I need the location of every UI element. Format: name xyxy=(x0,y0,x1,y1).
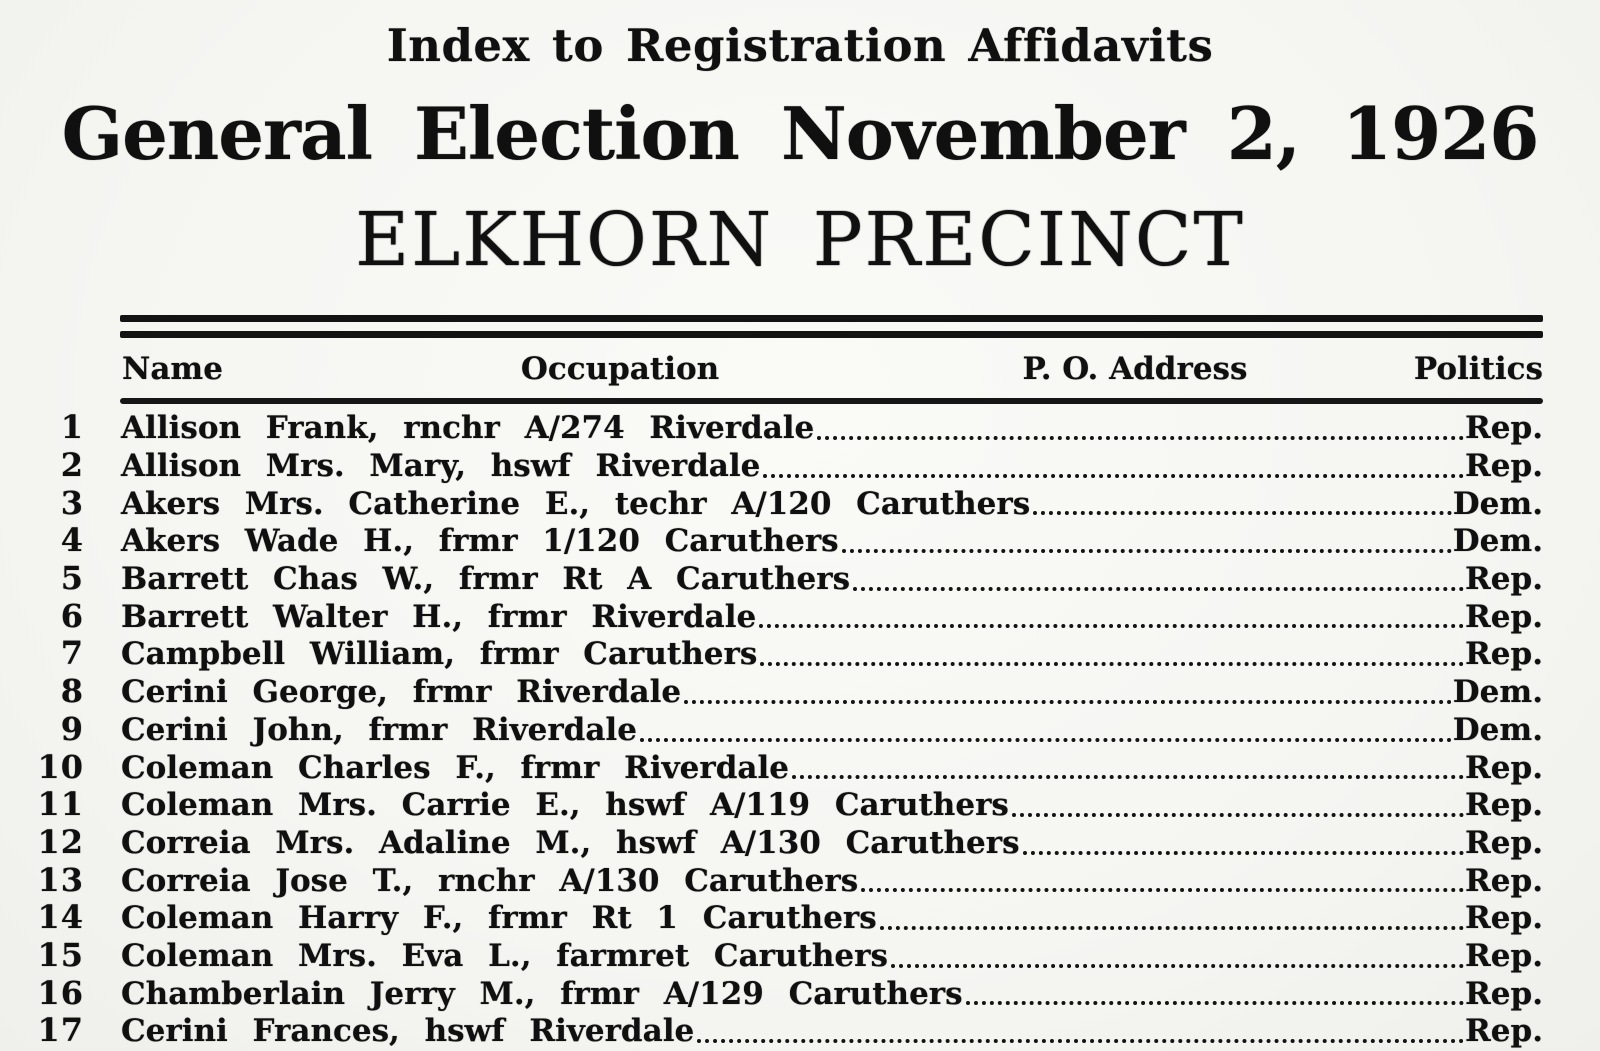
table-row xyxy=(0,635,1543,673)
row-number: 11 xyxy=(37,785,84,824)
table-row xyxy=(0,975,1543,1013)
column-header-address: P. O. Address xyxy=(1022,351,1248,388)
table-row xyxy=(0,749,1543,787)
document-subtitle: Index to Registration Affidavits xyxy=(386,19,1214,72)
dotted-leader xyxy=(759,624,1464,628)
dotted-leader xyxy=(640,738,1452,742)
row-entry: Campbell William, frmr Caruthers xyxy=(121,636,758,673)
dotted-leader xyxy=(1023,851,1464,855)
row-politics: Rep. xyxy=(1465,824,1543,861)
row-politics: Rep. xyxy=(1465,636,1543,673)
table-row xyxy=(0,447,1543,485)
dotted-leader xyxy=(853,587,1464,591)
row-politics: Dem. xyxy=(1452,674,1543,711)
row-politics: Rep. xyxy=(1465,749,1543,786)
table-row xyxy=(0,673,1543,711)
row-entry: Correia Jose T., rnchr A/130 Caruthers xyxy=(121,862,859,899)
dotted-leader xyxy=(792,775,1464,779)
row-number: 8 xyxy=(60,672,84,711)
table-row xyxy=(0,824,1543,862)
table-row xyxy=(0,711,1543,749)
row-entry: Coleman Harry F., frmr Rt 1 Caruthers xyxy=(121,900,877,937)
row-politics: Rep. xyxy=(1465,900,1543,937)
row-politics: Rep. xyxy=(1465,598,1543,635)
dotted-leader xyxy=(891,964,1464,968)
dotted-leader xyxy=(966,1001,1464,1005)
row-politics: Rep. xyxy=(1465,410,1543,447)
row-number: 5 xyxy=(60,559,84,598)
dotted-leader xyxy=(861,888,1464,892)
row-entry: Coleman Mrs. Carrie E., hswf A/119 Caruthers xyxy=(121,787,1009,824)
row-entry: Coleman Mrs. Eva L., farmret Caruthers xyxy=(121,937,888,974)
row-number: 3 xyxy=(60,483,84,522)
row-politics: Rep. xyxy=(1465,862,1543,899)
row-number: 16 xyxy=(37,973,84,1012)
dotted-leader xyxy=(817,436,1464,440)
row-politics: Dem. xyxy=(1452,711,1543,748)
table-row xyxy=(0,1012,1543,1050)
row-entry: Coleman Charles F., frmr Riverdale xyxy=(121,749,789,786)
rule-line-bottom xyxy=(120,331,1543,338)
table-row xyxy=(0,899,1543,937)
dotted-leader xyxy=(760,662,1464,666)
table-row xyxy=(0,409,1543,447)
row-number: 10 xyxy=(37,747,84,786)
table-row xyxy=(0,862,1543,900)
row-number: 7 xyxy=(60,634,84,673)
dotted-leader xyxy=(1033,511,1452,515)
row-politics: Rep. xyxy=(1465,937,1543,974)
table-row xyxy=(0,598,1543,636)
row-entry: Correia Mrs. Adaline M., hswf A/130 Caruthers xyxy=(121,824,1020,861)
row-politics: Dem. xyxy=(1452,523,1543,560)
row-politics: Dem. xyxy=(1452,485,1543,522)
row-number: 2 xyxy=(60,446,84,485)
dotted-leader xyxy=(763,474,1464,478)
row-number: 17 xyxy=(37,1011,84,1050)
row-politics: Rep. xyxy=(1465,561,1543,598)
row-entry: Cerini George, frmr Riverdale xyxy=(121,674,682,711)
row-entry: Allison Mrs. Mary, hswf Riverdale xyxy=(121,448,761,485)
header-underline-rule xyxy=(120,398,1543,404)
table-header-row xyxy=(120,351,1543,389)
dotted-leader xyxy=(842,549,1452,553)
row-politics: Rep. xyxy=(1465,1013,1543,1050)
column-header-name: Name xyxy=(122,351,223,388)
dotted-leader xyxy=(1012,813,1464,817)
row-entry: Allison Frank, rnchr A/274 Riverdale xyxy=(121,410,815,447)
precinct-title: ELKHORN PRECINCT xyxy=(355,197,1245,284)
row-entry: Barrett Walter H., frmr Riverdale xyxy=(121,598,757,635)
table-body xyxy=(0,409,1543,1050)
row-number: 14 xyxy=(37,898,84,937)
column-header-occupation: Occupation xyxy=(520,351,720,388)
column-header-politics: Politics xyxy=(1413,351,1543,388)
row-entry: Cerini John, frmr Riverdale xyxy=(121,711,637,748)
double-rule xyxy=(120,315,1543,338)
rule-line-top xyxy=(120,315,1543,322)
row-number: 4 xyxy=(60,521,84,560)
row-number: 12 xyxy=(37,822,84,861)
row-politics: Rep. xyxy=(1465,448,1543,485)
dotted-leader xyxy=(684,700,1452,704)
table-row xyxy=(0,485,1543,523)
table-row xyxy=(0,560,1543,598)
row-politics: Rep. xyxy=(1465,975,1543,1012)
row-politics: Rep. xyxy=(1465,787,1543,824)
row-number: 9 xyxy=(60,709,84,748)
row-number: 15 xyxy=(37,935,84,974)
table-row xyxy=(0,937,1543,975)
row-entry: Chamberlain Jerry M., frmr A/129 Caruthers xyxy=(121,975,963,1012)
dotted-leader xyxy=(697,1039,1464,1043)
row-number: 6 xyxy=(60,596,84,635)
table-row xyxy=(0,522,1543,560)
dotted-leader xyxy=(880,926,1464,930)
table-row xyxy=(0,786,1543,824)
row-entry: Akers Mrs. Catherine E., techr A/120 Caruthers xyxy=(121,485,1031,522)
document-title: General Election November 2, 1926 xyxy=(61,90,1539,176)
row-number: 13 xyxy=(37,860,84,899)
row-entry: Cerini Frances, hswf Riverdale xyxy=(121,1013,695,1050)
row-entry: Akers Wade H., frmr 1/120 Caruthers xyxy=(121,523,839,560)
row-entry: Barrett Chas W., frmr Rt A Caruthers xyxy=(121,561,851,598)
row-number: 1 xyxy=(60,408,84,447)
